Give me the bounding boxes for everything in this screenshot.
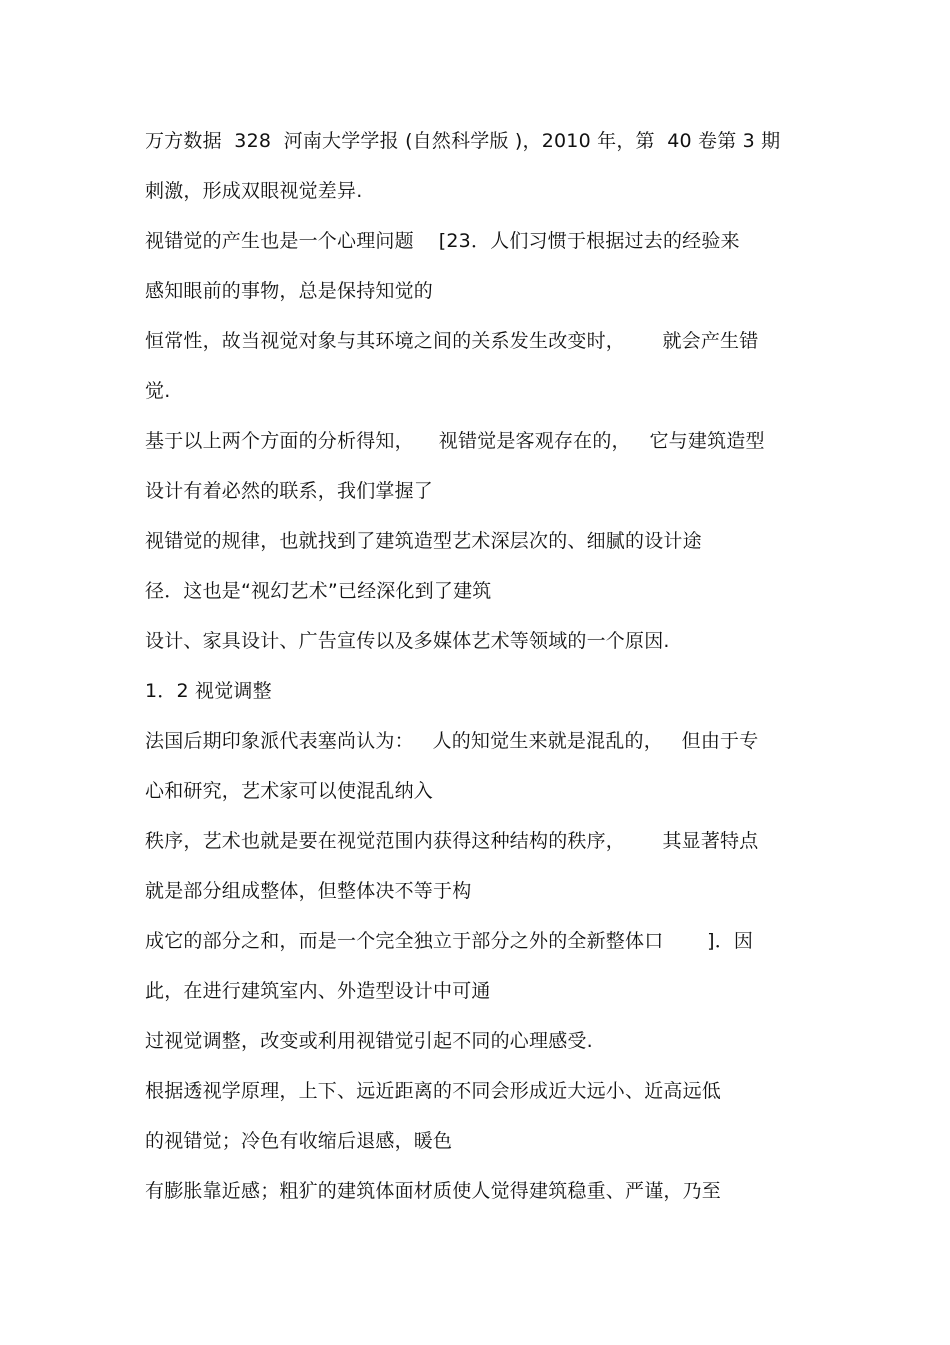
section-heading: 1．2 视觉调整: [145, 680, 272, 702]
text-line: 有膨胀靠近感；粗犷的建筑体面材质使人觉得建筑稳重、严谨，乃至: [145, 1180, 722, 1202]
text-line: 视错觉的产生也是一个心理问题 [23．人们习惯于根据过去的经验来: [145, 230, 740, 252]
header-line: 万方数据 328 河南大学学报 (自然科学版 )，2010 年，第 40 卷第 3 期: [145, 130, 781, 152]
text-line: 设计有着必然的联系，我们掌握了: [145, 480, 434, 502]
text-line: 成它的部分之和，而是一个完全独立于部分之外的全新整体口 ]．因: [145, 930, 754, 952]
text-line: 恒常性，故当视觉对象与其环境之间的关系发生改变时， 就会产生错: [145, 330, 759, 352]
text-line: 觉.: [145, 380, 171, 402]
text-line: 根据透视学原理，上下、远近距离的不同会形成近大远小、近高远低: [145, 1080, 722, 1102]
text-line: 刺激，形成双眼视觉差异.: [145, 180, 363, 202]
text-line: 心和研究，艺术家可以使混乱纳入: [145, 780, 434, 802]
text-line: 基于以上两个方面的分析得知， 视错觉是客观存在的， 它与建筑造型: [145, 430, 765, 452]
text-line: 过视觉调整，改变或利用视错觉引起不同的心理感受.: [145, 1030, 593, 1052]
text-line: 此，在进行建筑室内、外造型设计中可通: [145, 980, 491, 1002]
text-line: 秩序，艺术也就是要在视觉范围内获得这种结构的秩序， 其显著特点: [145, 830, 759, 852]
text-line: 的视错觉；冷色有收缩后退感，暖色: [145, 1130, 453, 1152]
text-line: 就是部分组成整体，但整体决不等于构: [145, 880, 472, 902]
text-line: 法国后期印象派代表塞尚认为： 人的知觉生来就是混乱的， 但由于专: [145, 730, 759, 752]
text-line: 感知眼前的事物，总是保持知觉的: [145, 280, 434, 302]
text-line: 设计、家具设计、广告宣传以及多媒体艺术等领域的一个原因.: [145, 630, 670, 652]
text-line: 径．这也是“视幻艺术”已经深化到了建筑: [145, 580, 492, 602]
text-line: 视错觉的规律，也就找到了建筑造型艺术深层次的、细腻的设计途: [145, 530, 702, 552]
